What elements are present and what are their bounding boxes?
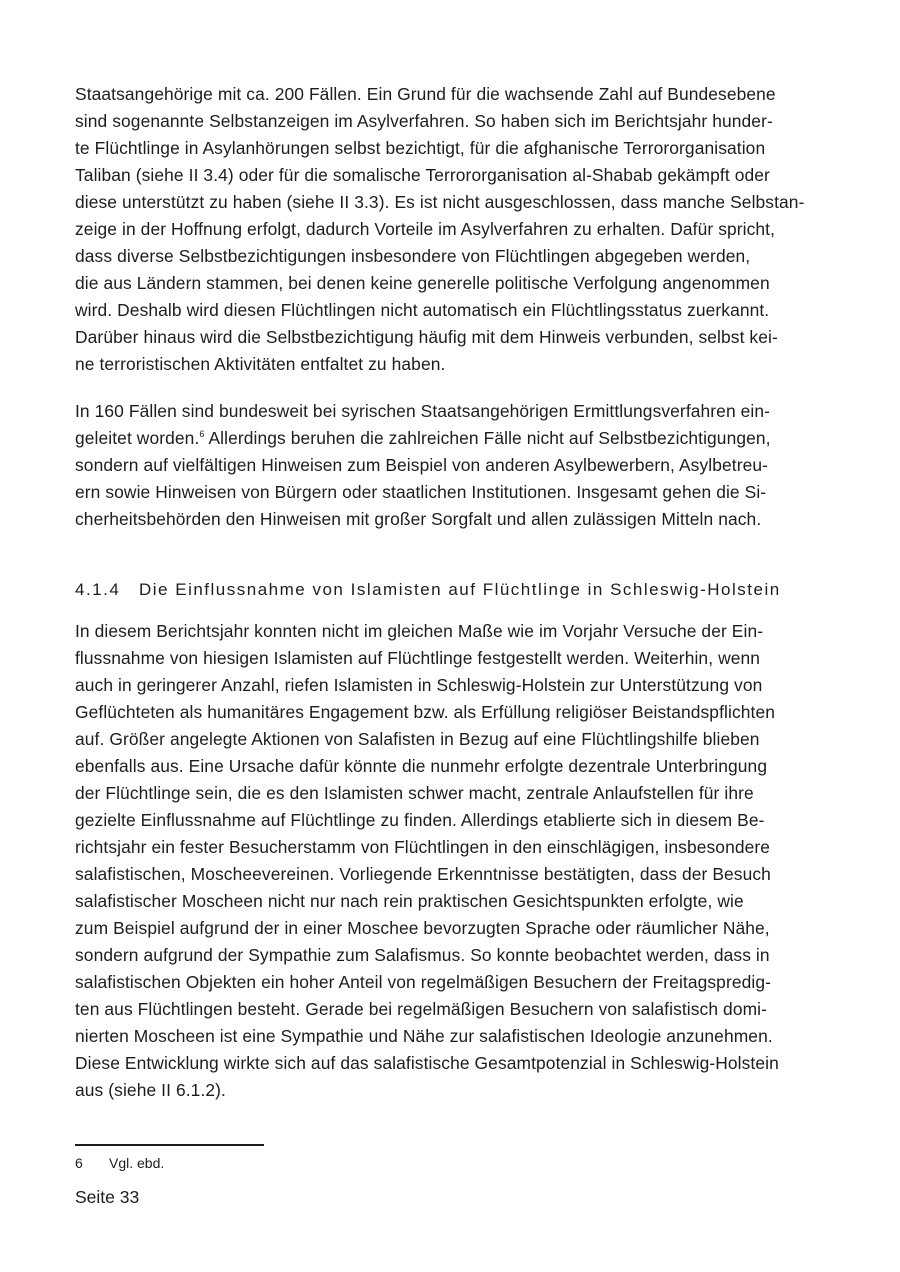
text-line: salafistischer Moscheen nicht nur nach rein praktischen Gesichtspunkten erfolgte, wie xyxy=(75,891,744,911)
text-line: sondern aufgrund der Sympathie zum Salafismus. So konnte beobachtet werden, dass in xyxy=(75,945,770,965)
text-line: Taliban (siehe II 3.4) oder für die somalische Terrororganisation al-Shabab gekämpft oder xyxy=(75,165,770,185)
text-line: Darüber hinaus wird die Selbstbezichtigung häufig mit dem Hinweis verbunden, selbst kei- xyxy=(75,327,778,347)
text-line: zeige in der Hoffnung erfolgt, dadurch Vorteile im Asylverfahren zu erhalten. Dafür spricht, xyxy=(75,219,776,239)
footnote-divider xyxy=(75,1144,264,1146)
section-heading xyxy=(75,576,781,603)
text-line: auf. Größer angelegte Aktionen von Salafisten in Bezug auf eine Flüchtlingshilfe blieben xyxy=(75,729,760,749)
footnote-text: Vgl. ebd. xyxy=(109,1155,165,1171)
text-line: richtsjahr ein fester Besucherstamm von Flüchtlingen in den einschlägigen, insbesondere xyxy=(75,837,771,857)
text-line: auch in geringerer Anzahl, riefen Islamisten in Schleswig-Holstein zur Unterstützung von xyxy=(75,675,763,695)
footnote-number: 6 xyxy=(75,1155,83,1171)
text-line: salafistischen Objekten ein hoher Anteil von regelmäßigen Besuchern der Freitagspredig- xyxy=(75,972,772,992)
text-line: In 160 Fällen sind bundesweit bei syrischen Staatsangehörigen Ermittlungsverfahren ein- xyxy=(75,401,771,421)
text-line: ebenfalls aus. Eine Ursache dafür könnte die nunmehr erfolgte dezentrale Unterbringung xyxy=(75,756,768,776)
section-title: Die Einflussnahme von Islamisten auf Flüchtlinge in Schleswig-Holstein xyxy=(139,580,781,599)
text-line: die aus Ländern stammen, bei denen keine generelle politische Verfolgung angenommen xyxy=(75,273,770,293)
text-line: Diese Entwicklung wirkte sich auf das salafistische Gesamtpotenzial in Schleswig-Holstein xyxy=(75,1053,779,1073)
text-line-with-footnote-ref xyxy=(75,425,771,452)
text-line: salafistischen, Moscheevereinen. Vorliegende Erkenntnisse bestätigten, dass der Besuch xyxy=(75,864,771,884)
text-line: ten aus Flüchtlingen besteht. Gerade bei regelmäßigen Besuchern von salafistisch domi- xyxy=(75,999,768,1019)
text-line: flussnahme von hiesigen Islamisten auf Flüchtlinge festgestellt werden. Weiterhin, wenn xyxy=(75,648,761,668)
section-number: 4.1.4 xyxy=(75,580,121,599)
text-line: sondern auf vielfältigen Hinweisen zum Beispiel von anderen Asylbewerbern, Asylbetreu- xyxy=(75,455,769,475)
text-line: aus (siehe II 6.1.2). xyxy=(75,1080,226,1100)
text-line: Staatsangehörige mit ca. 200 Fällen. Ein Grund für die wachsende Zahl auf Bundesebene xyxy=(75,84,776,104)
text-line: cherheitsbehörden den Hinweisen mit großer Sorgfalt und allen zulässigen Mitteln nach. xyxy=(75,509,762,529)
text-line: wird. Deshalb wird diesen Flüchtlingen nicht automatisch ein Flüchtlingsstatus zuerkannt. xyxy=(75,300,770,320)
text-line: te Flüchtlinge in Asylanhörungen selbst bezichtigt, für die afghanische Terrororganisation xyxy=(75,138,766,158)
text-line: In diesem Berichtsjahr konnten nicht im gleichen Maße wie im Vorjahr Versuche der Ein- xyxy=(75,621,764,641)
text-line: der Flüchtlinge sein, die es den Islamisten schwer macht, zentrale Anlaufstellen für ihre xyxy=(75,783,754,803)
text-line: sind sogenannte Selbstanzeigen im Asylverfahren. So haben sich im Berichtsjahr hunder- xyxy=(75,111,773,131)
text-segment: geleitet worden. xyxy=(75,428,200,448)
text-segment: Allerdings beruhen die zahlreichen Fälle nicht auf Selbstbezichtigungen, xyxy=(204,428,771,448)
text-line: Geflüchteten als humanitäres Engagement bzw. als Erfüllung religiöser Beistandspflichten xyxy=(75,702,775,722)
text-line: gezielte Einflussnahme auf Flüchtlinge zu finden. Allerdings etablierte sich in diesem Be- xyxy=(75,810,765,830)
text-line: ern sowie Hinweisen von Bürgern oder staatlichen Institutionen. Insgesamt gehen die Si- xyxy=(75,482,767,502)
footnote xyxy=(75,1153,164,1173)
text-line: dass diverse Selbstbezichtigungen insbesondere von Flüchtlingen abgegeben werden, xyxy=(75,246,751,266)
footnote-reference[interactable]: 6 xyxy=(199,429,205,439)
text-line: ne terroristischen Aktivitäten entfaltet zu haben. xyxy=(75,354,446,374)
page-number: Seite 33 xyxy=(75,1187,140,1207)
text-line: nierten Moscheen ist eine Sympathie und Nähe zur salafistischen Ideologie anzunehmen. xyxy=(75,1026,773,1046)
text-line: diese unterstützt zu haben (siehe II 3.3). Es ist nicht ausgeschlossen, dass manche Selbstan- xyxy=(75,192,805,212)
text-line: zum Beispiel aufgrund der in einer Moschee bevorzugten Sprache oder räumlicher Nähe, xyxy=(75,918,770,938)
